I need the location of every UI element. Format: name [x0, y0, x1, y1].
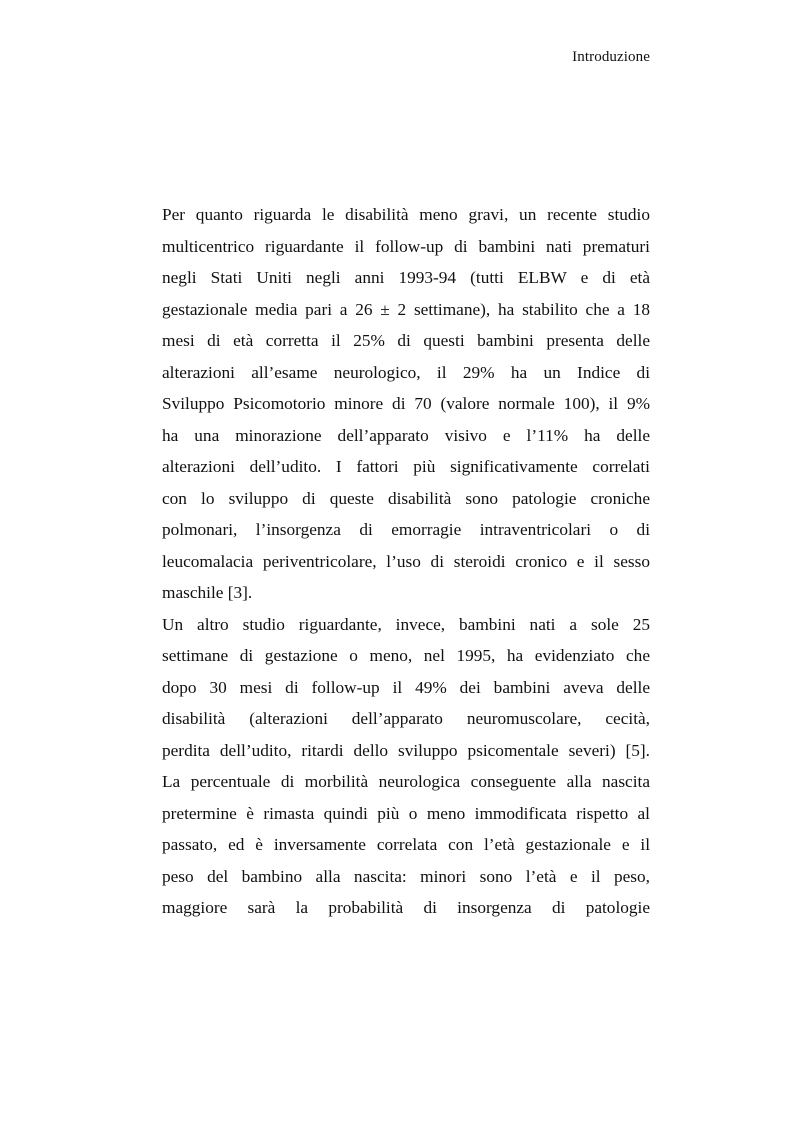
text-line: disabilità (alterazioni dell’apparato neuromuscolare, cecità,	[162, 709, 650, 728]
text-line: con lo sviluppo di queste disabilità sono patologie croniche	[162, 488, 650, 508]
text-line: maggiore sarà la probabilità di insorgenza di patologie	[162, 898, 650, 917]
paragraph	[162, 609, 650, 924]
text-line: La percentuale di morbilità neurologica conseguente alla nascita	[162, 772, 650, 791]
text-line: Per quanto riguarda le disabilità meno gravi, un recente studio	[162, 205, 650, 224]
text-line: Un altro studio riguardante, invece, bambini nati a sole 25	[162, 614, 650, 634]
text-line: leucomalacia periventricolare, l’uso di steroidi cronico e il sesso	[162, 551, 650, 571]
text-line: gestazionale media pari a 26 ± 2 settimane), ha stabilito che a 18	[162, 299, 650, 319]
text-line: settimane di gestazione o meno, nel 1995, ha evidenziato che	[162, 646, 650, 665]
text-line: negli Stati Uniti negli anni 1993-94 (tutti ELBW e di età	[162, 268, 650, 287]
text-line: peso del bambino alla nascita: minori sono l’età e il peso,	[162, 866, 650, 886]
paragraph	[162, 199, 650, 609]
text-line: mesi di età corretta il 25% di questi bambini presenta delle	[162, 331, 650, 350]
text-line: alterazioni all’esame neurologico, il 29% ha un Indice di	[162, 362, 650, 382]
body-text	[162, 199, 650, 924]
text-line: alterazioni dell’udito. I fattori più significativamente correlati	[162, 457, 650, 476]
text-line: dopo 30 mesi di follow-up il 49% dei bambini aveva delle	[162, 677, 650, 697]
text-line: ha una minorazione dell’apparato visivo e l’11% ha delle	[162, 425, 650, 445]
text-line: maschile [3].	[162, 583, 253, 602]
text-line: multicentrico riguardante il follow-up di bambini nati prematuri	[162, 236, 650, 256]
text-line: polmonari, l’insorgenza di emorragie intraventricolari o di	[162, 520, 650, 539]
text-line: Sviluppo Psicomotorio minore di 70 (valore normale 100), il 9%	[162, 394, 650, 413]
running-header: Introduzione	[572, 49, 650, 65]
text-line: passato, ed è inversamente correlata con l’età gestazionale e il	[162, 835, 650, 854]
text-line: perdita dell’udito, ritardi dello sviluppo psicomentale severi) [5].	[162, 740, 650, 760]
text-line: pretermine è rimasta quindi più o meno immodificata rispetto al	[162, 803, 650, 823]
